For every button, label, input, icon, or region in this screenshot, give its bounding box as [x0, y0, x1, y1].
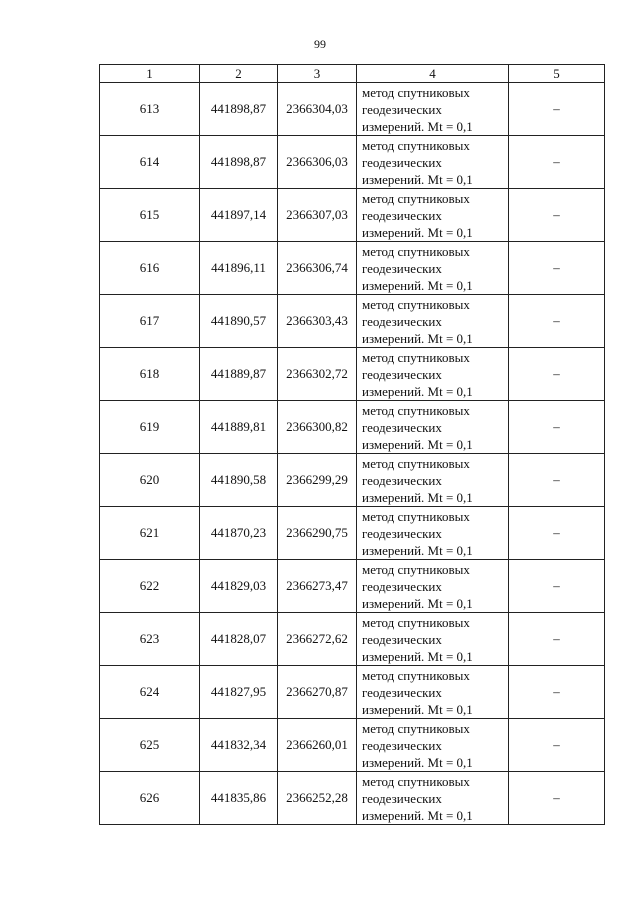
x-coordinate-cell: 441898,87: [200, 136, 278, 189]
note-cell: –: [509, 454, 605, 507]
y-coordinate-cell: 2366306,74: [278, 242, 357, 295]
method-cell: [357, 560, 509, 613]
y-coordinate-cell: 2366273,47: [278, 560, 357, 613]
method-cell: [357, 666, 509, 719]
method-line: метод спутниковых: [362, 614, 470, 630]
x-coordinate-cell: 441890,58: [200, 454, 278, 507]
method-cell: [357, 189, 509, 242]
method-line: геодезических: [362, 419, 442, 435]
note-cell: –: [509, 401, 605, 454]
point-number-cell: 618: [100, 348, 200, 401]
method-cell: [357, 454, 509, 507]
table-row: [100, 454, 605, 507]
method-line: метод спутниковых: [362, 455, 470, 471]
table-row: [100, 189, 605, 242]
coordinates-table: [99, 64, 605, 825]
note-cell: –: [509, 295, 605, 348]
method-line: метод спутниковых: [362, 296, 470, 312]
y-coordinate-cell: 2366303,43: [278, 295, 357, 348]
table-row: [100, 242, 605, 295]
method-line: геодезических: [362, 260, 442, 276]
table-row: [100, 719, 605, 772]
header-col-2: 2: [200, 65, 278, 83]
header-col-1: 1: [100, 65, 200, 83]
point-number-cell: 620: [100, 454, 200, 507]
method-line: измерений. Mt = 0,1: [362, 436, 473, 452]
point-number-cell: 624: [100, 666, 200, 719]
method-line: измерений. Mt = 0,1: [362, 277, 473, 293]
method-line: геодезических: [362, 790, 442, 806]
method-line: метод спутниковых: [362, 773, 470, 789]
method-line: геодезических: [362, 737, 442, 753]
y-coordinate-cell: 2366272,62: [278, 613, 357, 666]
y-coordinate-cell: 2366299,29: [278, 454, 357, 507]
table-row: [100, 772, 605, 825]
y-coordinate-cell: 2366306,03: [278, 136, 357, 189]
method-line: метод спутниковых: [362, 349, 470, 365]
method-line: геодезических: [362, 313, 442, 329]
method-cell: [357, 295, 509, 348]
method-line: измерений. Mt = 0,1: [362, 701, 473, 717]
method-cell: [357, 136, 509, 189]
y-coordinate-cell: 2366300,82: [278, 401, 357, 454]
method-line: метод спутниковых: [362, 508, 470, 524]
table-header: [100, 65, 605, 83]
method-line: метод спутниковых: [362, 667, 470, 683]
y-coordinate-cell: 2366304,03: [278, 83, 357, 136]
method-line: измерений. Mt = 0,1: [362, 754, 473, 770]
x-coordinate-cell: 441870,23: [200, 507, 278, 560]
header-col-5: 5: [509, 65, 605, 83]
method-cell: [357, 507, 509, 560]
method-cell: [357, 348, 509, 401]
point-number-cell: 614: [100, 136, 200, 189]
method-line: измерений. Mt = 0,1: [362, 542, 473, 558]
point-number-cell: 626: [100, 772, 200, 825]
x-coordinate-cell: 441832,34: [200, 719, 278, 772]
note-cell: –: [509, 560, 605, 613]
table-row: [100, 83, 605, 136]
x-coordinate-cell: 441889,81: [200, 401, 278, 454]
method-line: геодезических: [362, 684, 442, 700]
note-cell: –: [509, 666, 605, 719]
method-line: измерений. Mt = 0,1: [362, 118, 473, 134]
x-coordinate-cell: 441827,95: [200, 666, 278, 719]
table-row: [100, 507, 605, 560]
note-cell: –: [509, 348, 605, 401]
method-cell: [357, 719, 509, 772]
method-line: геодезических: [362, 472, 442, 488]
method-cell: [357, 772, 509, 825]
method-line: геодезических: [362, 631, 442, 647]
method-line: метод спутниковых: [362, 243, 470, 259]
point-number-cell: 625: [100, 719, 200, 772]
note-cell: –: [509, 83, 605, 136]
y-coordinate-cell: 2366252,28: [278, 772, 357, 825]
y-coordinate-cell: 2366302,72: [278, 348, 357, 401]
point-number-cell: 613: [100, 83, 200, 136]
page-number: 99: [314, 37, 326, 51]
method-cell: [357, 401, 509, 454]
point-number-cell: 621: [100, 507, 200, 560]
method-line: измерений. Mt = 0,1: [362, 648, 473, 664]
note-cell: –: [509, 772, 605, 825]
note-cell: –: [509, 136, 605, 189]
method-line: измерений. Mt = 0,1: [362, 595, 473, 611]
header-row: [100, 65, 605, 83]
method-line: геодезических: [362, 366, 442, 382]
method-line: геодезических: [362, 101, 442, 117]
table-row: [100, 560, 605, 613]
note-cell: –: [509, 719, 605, 772]
method-line: измерений. Mt = 0,1: [362, 489, 473, 505]
note-cell: –: [509, 242, 605, 295]
method-line: измерений. Mt = 0,1: [362, 330, 473, 346]
method-line: измерений. Mt = 0,1: [362, 807, 473, 823]
note-cell: –: [509, 613, 605, 666]
note-cell: –: [509, 189, 605, 242]
table-row: [100, 136, 605, 189]
method-line: метод спутниковых: [362, 137, 470, 153]
method-cell: [357, 242, 509, 295]
method-line: геодезических: [362, 154, 442, 170]
header-col-4: 4: [357, 65, 509, 83]
method-line: измерений. Mt = 0,1: [362, 383, 473, 399]
header-col-3: 3: [278, 65, 357, 83]
note-cell: –: [509, 507, 605, 560]
table-row: [100, 666, 605, 719]
x-coordinate-cell: 441835,86: [200, 772, 278, 825]
table-row: [100, 295, 605, 348]
method-cell: [357, 613, 509, 666]
method-line: метод спутниковых: [362, 561, 470, 577]
point-number-cell: 622: [100, 560, 200, 613]
table-body: [100, 83, 605, 825]
method-cell: [357, 83, 509, 136]
x-coordinate-cell: 441890,57: [200, 295, 278, 348]
point-number-cell: 617: [100, 295, 200, 348]
method-line: измерений. Mt = 0,1: [362, 224, 473, 240]
x-coordinate-cell: 441898,87: [200, 83, 278, 136]
table-row: [100, 348, 605, 401]
method-line: метод спутниковых: [362, 190, 470, 206]
y-coordinate-cell: 2366307,03: [278, 189, 357, 242]
x-coordinate-cell: 441896,11: [200, 242, 278, 295]
point-number-cell: 616: [100, 242, 200, 295]
method-line: измерений. Mt = 0,1: [362, 171, 473, 187]
method-line: геодезических: [362, 525, 442, 541]
x-coordinate-cell: 441897,14: [200, 189, 278, 242]
y-coordinate-cell: 2366260,01: [278, 719, 357, 772]
method-line: геодезических: [362, 578, 442, 594]
y-coordinate-cell: 2366270,87: [278, 666, 357, 719]
table-row: [100, 401, 605, 454]
point-number-cell: 615: [100, 189, 200, 242]
point-number-cell: 623: [100, 613, 200, 666]
x-coordinate-cell: 441829,03: [200, 560, 278, 613]
y-coordinate-cell: 2366290,75: [278, 507, 357, 560]
x-coordinate-cell: 441889,87: [200, 348, 278, 401]
method-line: метод спутниковых: [362, 84, 470, 100]
method-line: метод спутниковых: [362, 402, 470, 418]
table-row: [100, 613, 605, 666]
x-coordinate-cell: 441828,07: [200, 613, 278, 666]
point-number-cell: 619: [100, 401, 200, 454]
method-line: метод спутниковых: [362, 720, 470, 736]
method-line: геодезических: [362, 207, 442, 223]
